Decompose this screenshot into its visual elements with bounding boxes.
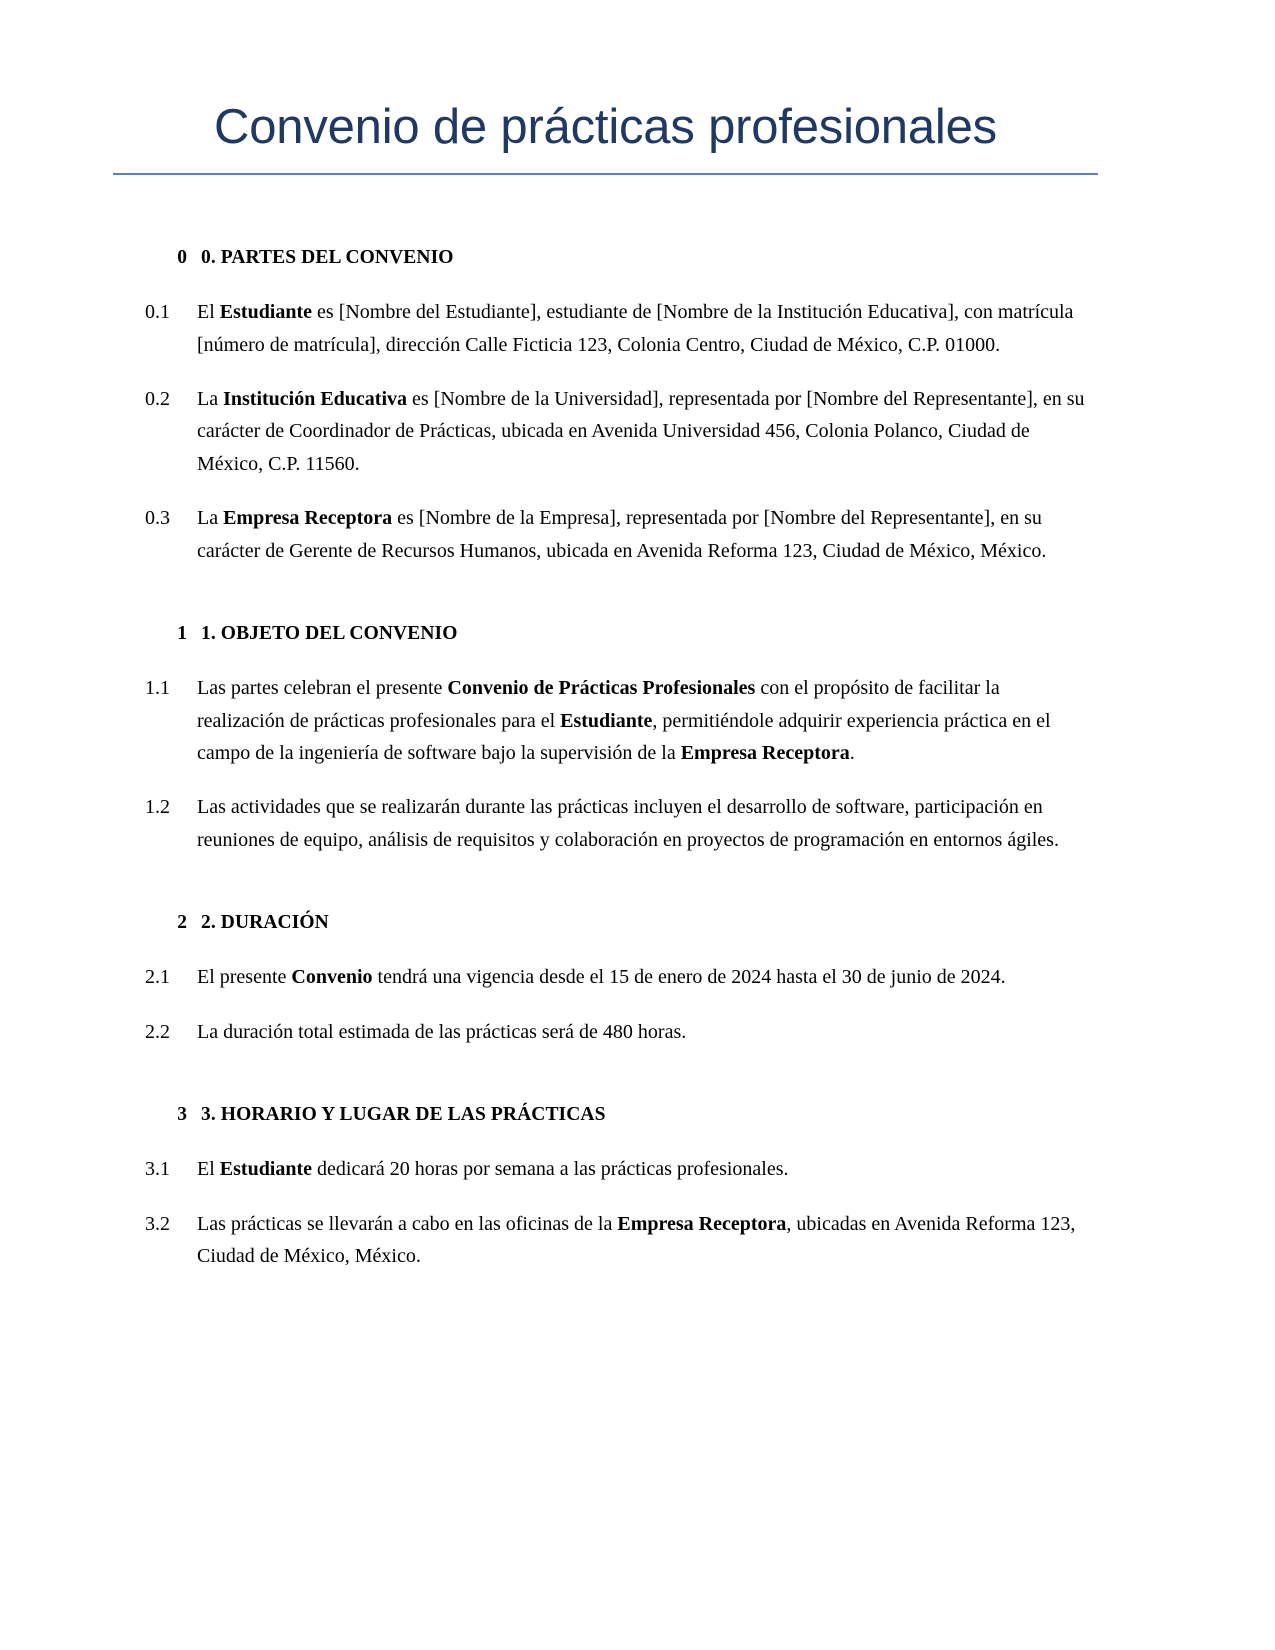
clause-run: El [197,1158,220,1181]
document-section [139,908,1275,1048]
clause [139,1208,1275,1273]
document-section [139,619,1275,856]
clause-run: La [197,507,224,530]
document-section [139,1100,1275,1272]
section-heading [139,619,1275,648]
section-number: 1 [177,622,187,644]
clause-number: 1.1 [145,677,170,700]
clause-number: 1.2 [145,796,170,819]
clause [139,961,1275,993]
clause-number: 0.3 [145,507,170,530]
clause-run: con el propósito de facilitar la realización de prácticas profesionales para el [197,677,1000,732]
clause-run: , ubicadas en Avenida Reforma 123, Ciudad de México, México. [197,1212,1076,1268]
clause-run: Las prácticas se llevarán a cabo en las oficinas de la [197,1212,618,1235]
title-divider [113,173,1098,175]
clause-run: es [Nombre de la Empresa], representada por [Nombre del Representante], en su carácter de Gerente de Recursos Humanos, ubicada en Avenida Reforma 123, Ciudad de México, México. [197,507,1047,562]
clause-run: tendrá una vigencia desde el 15 de enero de 2024 hasta el 30 de junio de 2024. [372,966,1006,989]
clause-emphasis: Convenio [291,966,373,989]
clause [139,1016,1275,1048]
clause [139,672,1275,769]
clause-text [197,383,1090,480]
clause-run: dedicará 20 horas por semana a las prácticas profesionales. [312,1158,789,1181]
clause-number: 3.1 [145,1158,170,1181]
clause-emphasis: Empresa Receptora [223,507,393,530]
clause-text [197,672,1090,769]
clause-run: Las actividades que se realizarán durante las prácticas incluyen el desarrollo de software, participación en reuniones de equipo, análisis de requisitos y colaboración en proyectos de programación en entornos ágiles. [197,796,1059,851]
section-heading-text: 2. DURACIÓN [201,912,329,934]
clause-text [197,791,1090,856]
clause-text [197,961,1090,993]
clause-text [197,1016,1090,1048]
clause-text [197,296,1090,361]
section-heading-text: 1. OBJETO DEL CONVENIO [201,622,458,644]
clause-run: es [Nombre de la Universidad], representada por [Nombre del Representante], en su carácter de Coordinador de Prácticas, ubicada en Avenida Universidad 456, Colonia Polanco, Ciudad de México, C.P. 11560. [197,388,1085,475]
clause [139,502,1275,567]
clause-run: El [197,301,220,324]
clause-text [197,502,1090,567]
section-heading [139,908,1275,937]
section-number: 0 [177,247,187,268]
section-heading-text: 3. HORARIO Y LUGAR DE LAS PRÁCTICAS [201,1104,606,1126]
clause-number: 0.2 [145,388,170,411]
clause-run: , permitiéndole adquirir experiencia práctica en el campo de la ingeniería de software bajo la supervisión de la [197,709,1051,765]
clause [139,296,1275,361]
title-block [113,100,1098,175]
clause-number: 0.1 [145,301,170,324]
clause-emphasis: Empresa Receptora [617,1212,787,1235]
clause-emphasis: Estudiante [219,1158,313,1181]
section-heading [139,1100,1275,1129]
section-number: 2 [177,912,187,934]
clause-run: Las partes celebran el presente [197,677,448,700]
clause-number: 2.1 [145,966,170,989]
clause-emphasis: Estudiante [560,709,653,732]
page-title: Convenio de prácticas profesionales [214,100,997,154]
clause-emphasis: Estudiante [219,301,313,324]
document-section [139,243,1275,567]
section-heading-text: 0. PARTES DEL CONVENIO [201,247,454,268]
clause-text [197,1153,1090,1185]
clause-number: 3.2 [145,1212,170,1235]
clause [139,791,1275,856]
clause-text [197,1208,1090,1273]
clause-run: La duración total estimada de las prácticas será de 480 horas. [197,1020,687,1043]
document-body [0,243,1275,1273]
clause-run: es [Nombre del Estudiante], estudiante de [Nombre de la Institución Educativa], con matrícula [número de matrícula], dirección Calle Ficticia 123, Colonia Centro, Ciudad de México, C.P. 01000. [197,301,1074,356]
section-number: 3 [177,1104,187,1126]
clause-emphasis: Convenio de Prácticas Profesionales [447,677,756,700]
clause-run: . [849,742,855,765]
section-heading [139,243,1275,272]
clause-emphasis: Empresa Receptora [680,742,850,765]
clause-emphasis: Institución Educativa [223,388,408,411]
clause-run: La [197,388,224,411]
clause [139,1153,1275,1185]
clause-run: El presente [197,966,292,989]
clause [139,383,1275,480]
clause-number: 2.2 [145,1020,170,1043]
